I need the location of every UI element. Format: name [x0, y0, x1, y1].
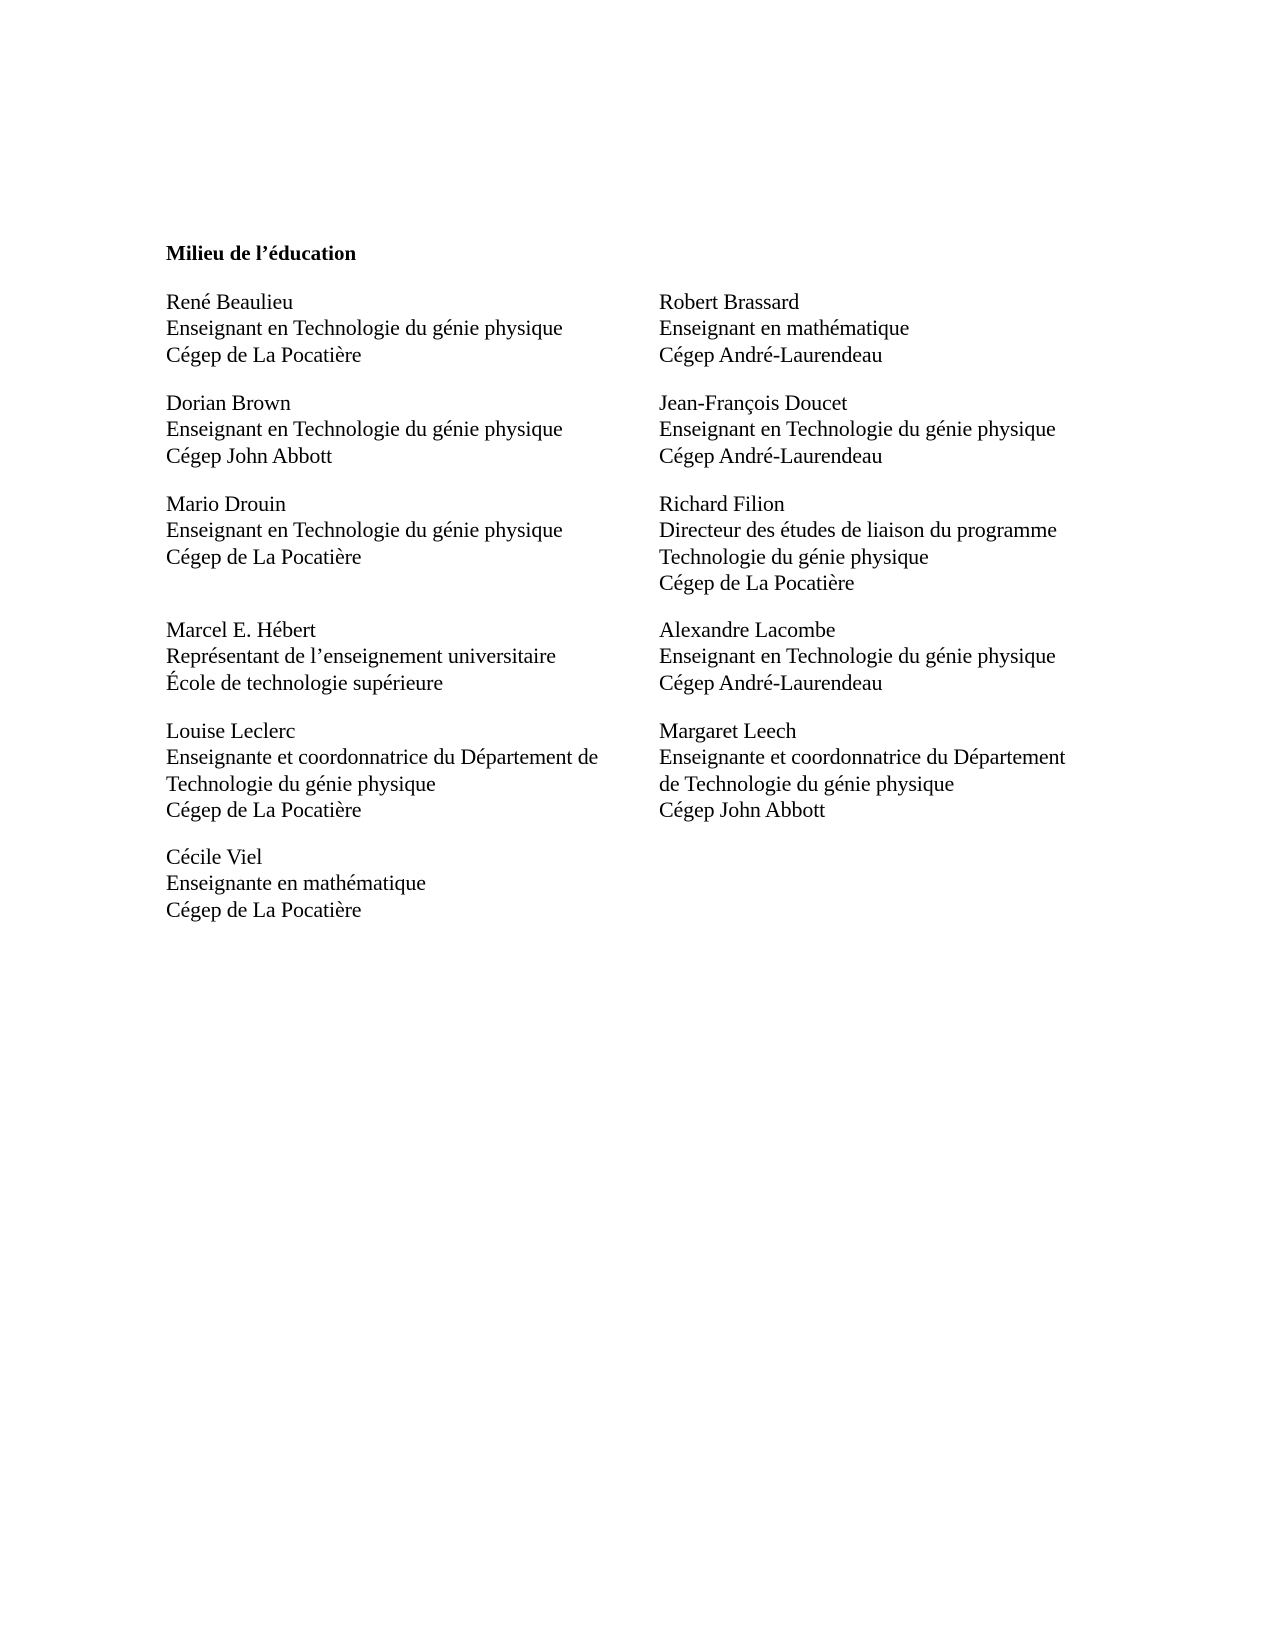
- entry-louise-leclerc: [166, 718, 636, 823]
- entry-institution: Cégep de La Pocatière: [166, 896, 362, 922]
- entry-institution: Cégep André-Laurendeau: [659, 442, 883, 468]
- entry-rene-beaulieu: [166, 289, 636, 368]
- entry-name: Margaret Leech: [659, 718, 797, 743]
- entry-role-continued: de Technologie du génie physique: [659, 770, 955, 796]
- entry-name: Alexandre Lacombe: [659, 617, 836, 642]
- entry-institution: Cégep John Abbott: [659, 796, 826, 822]
- entry-institution: Cégep André-Laurendeau: [659, 341, 883, 367]
- section-title: Milieu de l’éducation: [166, 241, 357, 265]
- entry-role: Enseignant en Technologie du génie physique: [166, 315, 563, 341]
- entry-role-continued: Technologie du génie physique: [166, 770, 436, 796]
- entry-dorian-brown: [166, 390, 636, 469]
- entry-role: Enseignant en Technologie du génie physique: [166, 517, 563, 543]
- entry-cecile-viel: [166, 844, 636, 923]
- entry-name: Marcel E. Hébert: [166, 617, 316, 642]
- entry-name: René Beaulieu: [166, 289, 293, 314]
- entry-name: Dorian Brown: [166, 390, 291, 415]
- entry-richard-filion: [659, 491, 1129, 596]
- entry-role: Représentant de l’enseignement universitaire: [166, 643, 556, 669]
- entry-institution: Cégep de La Pocatière: [166, 341, 362, 367]
- entry-role: Enseignant en Technologie du génie physique: [659, 416, 1056, 442]
- entry-name: Cécile Viel: [166, 844, 263, 869]
- entry-institution: Cégep John Abbott: [166, 442, 333, 468]
- entry-institution: Cégep de La Pocatière: [166, 796, 362, 822]
- entry-name: Robert Brassard: [659, 289, 800, 314]
- entry-role: Enseignant en Technologie du génie physique: [659, 643, 1056, 669]
- entry-mario-drouin: [166, 491, 636, 570]
- entry-role: Enseignante en mathématique: [166, 870, 426, 896]
- entry-institution: Cégep de La Pocatière: [166, 543, 362, 569]
- entry-name: Richard Filion: [659, 491, 785, 516]
- entry-role: Enseignante et coordonnatrice du Département: [659, 744, 1066, 770]
- entry-program: Technologie du génie physique: [659, 543, 929, 569]
- entry-name: Mario Drouin: [166, 491, 286, 516]
- entry-marcel-hebert: [166, 617, 636, 696]
- entry-name: Jean-François Doucet: [659, 390, 848, 415]
- entry-alexandre-lacombe: [659, 617, 1129, 696]
- entry-role: Enseignant en Technologie du génie physique: [166, 416, 563, 442]
- entry-role: Directeur des études de liaison du programme: [659, 517, 1057, 543]
- entry-institution: Cégep André-Laurendeau: [659, 669, 883, 695]
- entry-jean-francois-doucet: [659, 390, 1129, 469]
- entry-margaret-leech: [659, 718, 1129, 823]
- entry-role: Enseignante et coordonnatrice du Département de: [166, 744, 599, 770]
- entry-robert-brassard: [659, 289, 1129, 368]
- entry-name: Louise Leclerc: [166, 718, 296, 743]
- entry-institution: Cégep de La Pocatière: [659, 569, 855, 595]
- entry-institution: École de technologie supérieure: [166, 669, 443, 695]
- entry-role: Enseignant en mathématique: [659, 315, 910, 341]
